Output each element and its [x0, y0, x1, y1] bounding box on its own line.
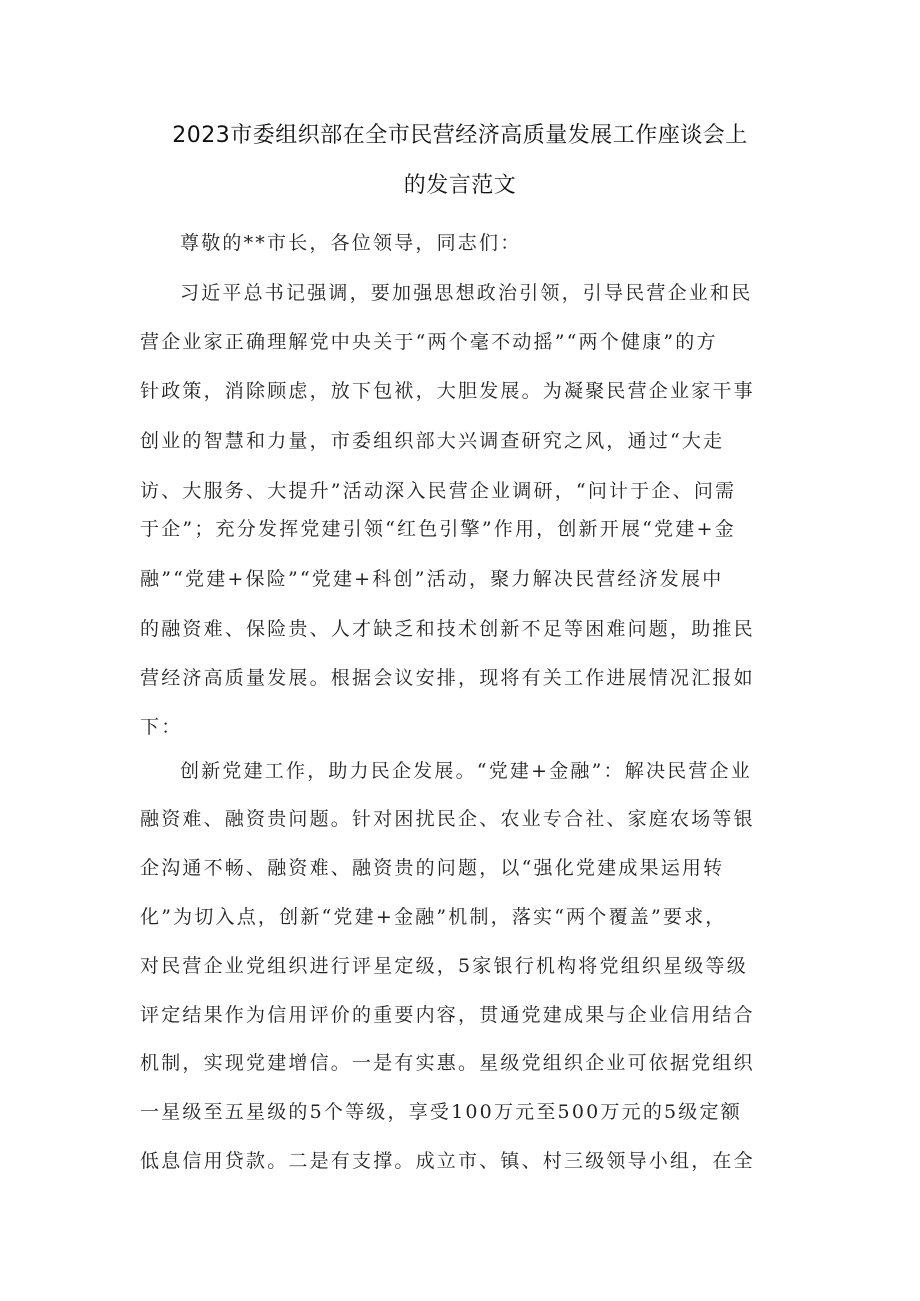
paragraph-line: 于企”；充分发挥党建引领“红色引擎”作用，创新开展“党建+金 — [140, 518, 736, 540]
paragraph-line: 营企业家正确理解党中央关于“两个毫不动摇”“两个健康”的方 — [140, 331, 718, 353]
salutation: 尊敬的**市长，各位领导，同志们： — [180, 232, 522, 254]
paragraph-line: 针政策，消除顾虑，放下包袱，大胆发展。为凝聚民营企业家干事 — [140, 380, 755, 402]
paragraph-line: 融资难、融资贵问题。针对困扰民企、农业专合社、家庭农场等银 — [140, 808, 755, 830]
paragraph-line: 融”“党建+保险”“党建+科创”活动，聚力解决民营经济发展中 — [140, 568, 724, 590]
paragraph-line: 创新党建工作，助力民企发展。“党建+金融”：解决民营企业 — [180, 760, 752, 782]
document-title-line-2: 的发言范文 — [403, 173, 517, 198]
paragraph-line: 企沟通不畅、融资难、融资贵的问题，以“强化党建成果运用转 — [140, 857, 725, 879]
paragraph-line: 低息信用贷款。二是有支撑。成立市、镇、村三级领导小组，在全 — [140, 1150, 755, 1172]
paragraph-line: 评定结果作为信用评价的重要内容，贯通党建成果与企业信用结合 — [140, 1004, 755, 1026]
paragraph-line: 一星级至五星级的5个等级，享受100万元至500万元的5级定额 — [140, 1101, 742, 1123]
paragraph-line: 下： — [140, 716, 183, 738]
paragraph-line: 的融资难、保险贵、人才缺乏和技术创新不足等困难问题，助推民 — [140, 618, 755, 640]
paragraph-line: 访、大服务、大提升”活动深入民营企业调研，“问计于企、问需 — [140, 480, 737, 502]
paragraph-line: 对民营企业党组织进行评星定级，5家银行机构将党组织星级等级 — [140, 955, 748, 977]
document-title-line-1: 2023市委组织部在全市民营经济高质量发展工作座谈会上 — [172, 123, 748, 148]
paragraph-line: 营经济高质量发展。根据会议安排，现将有关工作进展情况汇报如 — [140, 667, 755, 689]
paragraph-line: 机制，实现党建增信。一是有实惠。星级党组织企业可依据党组织 — [140, 1052, 755, 1074]
paragraph-line: 化”为切入点，创新“党建+金融”机制，落实“两个覆盖”要求， — [140, 906, 727, 928]
paragraph-line: 习近平总书记强调，要加强思想政治引领，引导民营企业和民 — [180, 282, 753, 304]
paragraph-line: 创业的智慧和力量，市委组织部大兴调查研究之风，通过“大走 — [140, 430, 725, 452]
